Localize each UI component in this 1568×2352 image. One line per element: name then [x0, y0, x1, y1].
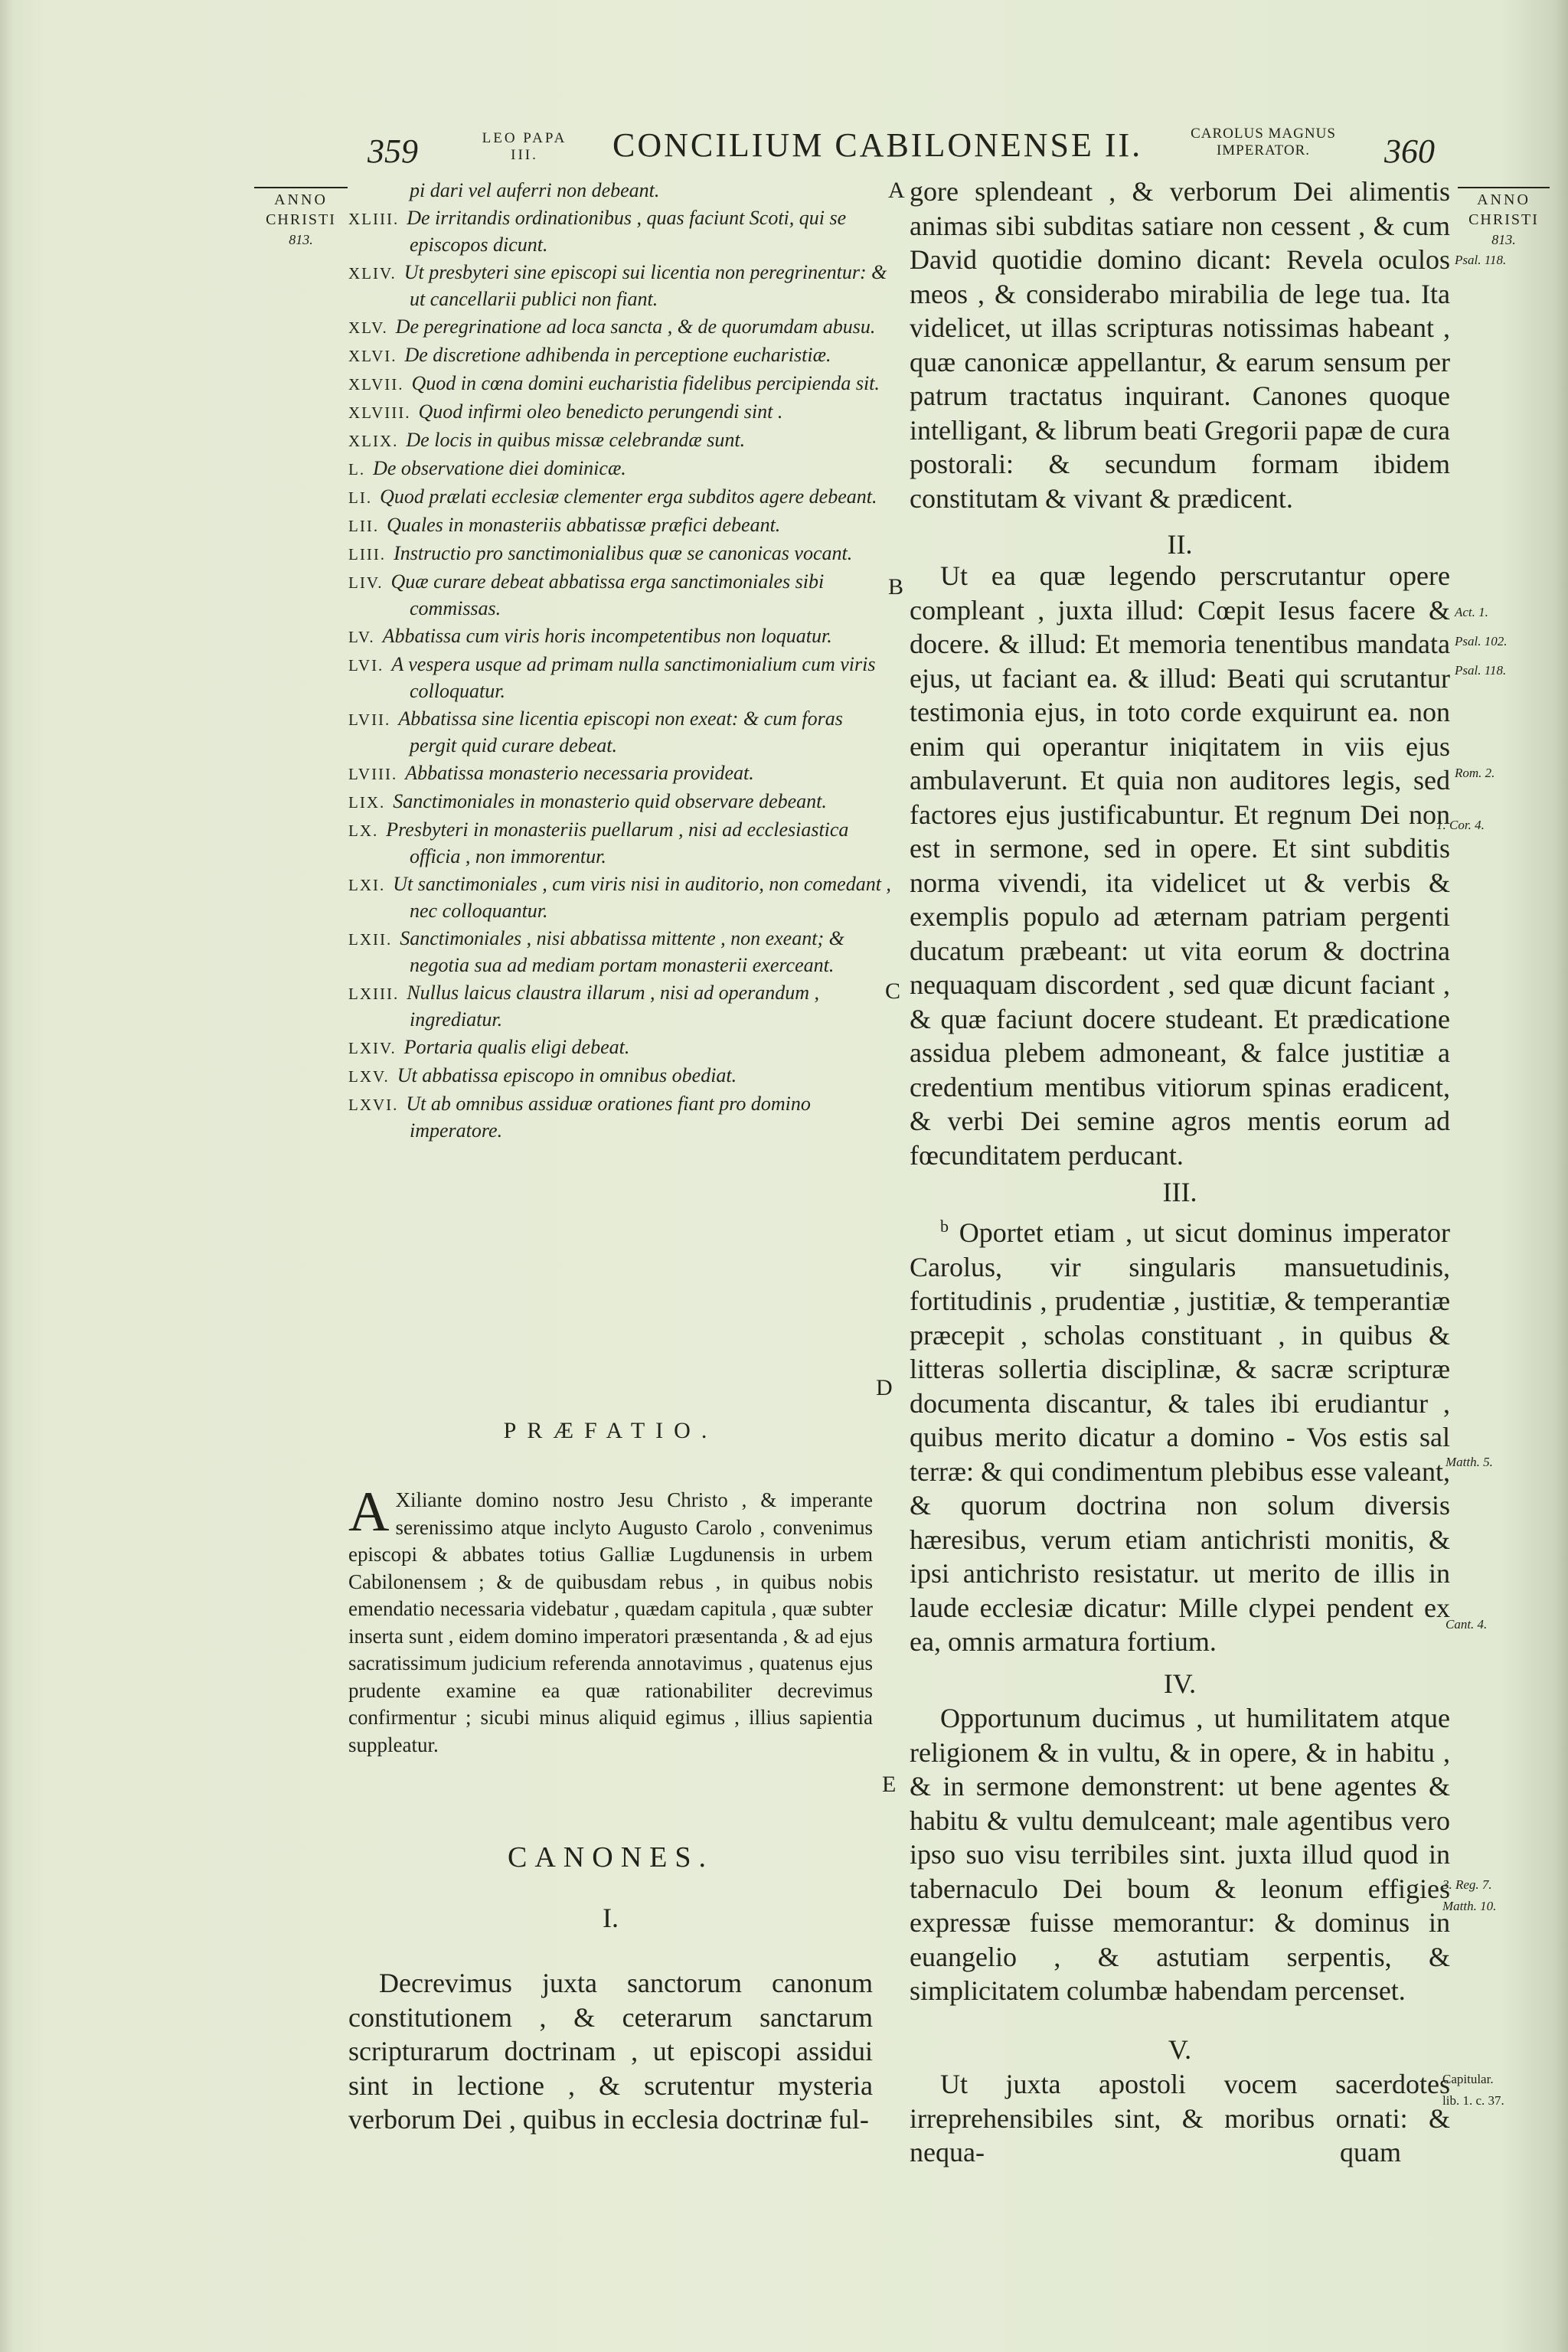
toc-entry: [348, 205, 892, 258]
toc-entry: [348, 1091, 892, 1144]
toc-entry-number: LX.: [348, 822, 379, 840]
header-leo-line1: LEO PAPA: [482, 130, 567, 146]
right-anno: ANNO: [1458, 187, 1550, 210]
toc-entry: [348, 1034, 892, 1061]
margin-note: Psal. 118.: [1455, 663, 1507, 678]
toc-entry-number: LII.: [348, 517, 380, 535]
canon-5-number: V.: [1168, 2034, 1192, 2065]
left-year: 813.: [289, 232, 313, 247]
margin-note: 3. Reg. 7.: [1442, 1877, 1492, 1892]
toc-entry-text: Quod in cœna domini eucharistia fidelibus percipienda sit.: [411, 372, 880, 394]
toc-entry-number: XLVII.: [348, 375, 404, 394]
toc-entry-text: De peregrinatione ad loca sancta , & de quorumdam abusu.: [395, 315, 876, 338]
toc-entry-text: Presbyteri in monasteriis puellarum , nisi ad ecclesiastica officia , non immorentur.: [386, 818, 849, 867]
toc-entry-text: De discretione adhibenda in perceptione eucharistiæ.: [404, 344, 831, 366]
toc-entry-number: LXII.: [348, 930, 393, 949]
toc-entry-number: LXI.: [348, 876, 386, 894]
section-letter-b: B: [888, 574, 904, 599]
toc-entry-text: Ut ab omnibus assiduæ orationes fiant pro domino imperatore.: [406, 1093, 811, 1142]
toc-entry: [348, 371, 892, 397]
toc-entry-number: LIII.: [348, 545, 387, 564]
toc-entry: [348, 871, 892, 924]
page-number-left: 359: [368, 132, 418, 170]
toc-entry-text: Ut abbatissa episcopo in omnibus obediat.: [397, 1064, 737, 1086]
margin-note: 1. Cor. 4.: [1436, 818, 1485, 832]
margin-note: Psal. 102.: [1455, 634, 1508, 648]
canon-1-continuation: [910, 175, 1450, 515]
toc-entry: [348, 260, 892, 312]
canon-5-text: Ut juxta apostoli vocem sacerdotes irreprehensibiles sint, & moribus ornati: & nequa-: [910, 2069, 1450, 2167]
canon-3-text: Oportet etiam , ut sicut dominus imperator Carolus, vir singularis mansuetudinis, fortitudinis , prudentiæ , justitiæ, & temperantiæ præcepit , scholas constituant , in quibus & litteras sollertia disciplinæ, & sacræ scripturæ documenta discantur, & tales ibi erudiantur , quibus merito dicatur a domino - Vos estis sal terræ: & qui condimentum plebibus esse valeant, & quorum doctrina non solum diversis hæresibus, verum etiam antichristi monitis, & ipsi antichristo resistatur. ut merito de illis in laude ecclesiæ dicatur: Mille clypei pendent ex ea, omnis armatura fortium.: [910, 1217, 1450, 1657]
rc-p1: gore splendeant , & verborum Dei alimentis animas sibi subditas satiare non cessent , & cum David quotidie domino dicant: Revela oculos meos , & considerabo mirabilia de lege tua. Ita videlicet, ut illas scripturas notissimas habeant , quæ canonicæ appellantur, & earum sensum per patrum tractatus inquirant. Canones quoque intelligant, & librum beati Gregorii papæ de cura postorali: & secundum formam ibidem constitutam & vivant & prædicent.: [910, 176, 1450, 514]
toc-entry-number: LVI.: [348, 656, 384, 675]
toc-entry-text: Abbatissa sine licentia episcopi non exeat: & cum foras pergit quid curare debeat.: [398, 707, 843, 756]
toc-entry-number: LXIII.: [348, 985, 400, 1003]
toc-entry-text: Instructio pro sanctimonialibus quæ se canonicas vocant.: [394, 542, 853, 564]
canon-4-number: IV.: [1163, 1668, 1197, 1699]
canon-1-number: I.: [603, 1903, 619, 1933]
canon-4-text: Opportunum ducimus , ut humilitatem atque religionem & in vultu, & in opere, & in habitu , & in sermone demonstrent: ut bene agentes & habitu & vultu demulceant; male agentibus vero ipso suo visu terribiles sint. juxta illud quod in tabernaculo Dei boum & leonum effigies expressæ fuisse memorantur: & dominus in euangelio , & astutiam serpentis, & simplicitatem columbæ habendam percenset.: [910, 1703, 1450, 2006]
header-carolus-line2: IMPERATOR.: [1216, 142, 1311, 158]
margin-note: Matth. 5.: [1446, 1455, 1493, 1469]
toc-entry: [348, 817, 892, 870]
praefatio-heading: PRÆFATIO.: [503, 1418, 718, 1443]
toc-entry: [348, 427, 892, 454]
section-letter-d: D: [876, 1375, 893, 1400]
toc-entry: [348, 314, 892, 341]
toc-entry: [348, 456, 892, 482]
margin-note: Capitular.: [1442, 2072, 1494, 2086]
margin-note: lib. 1. c. 37.: [1442, 2093, 1504, 2108]
canones-heading: CANONES.: [508, 1841, 714, 1873]
toc-entry-number: LXIV.: [348, 1039, 397, 1057]
toc-entry: [348, 399, 892, 426]
toc-entry-text: De locis in quibus missæ celebrandæ sunt.: [406, 429, 746, 451]
toc-entry-number: LIV.: [348, 573, 384, 592]
section-letter-a: A: [888, 178, 905, 203]
toc-entry-number: XLVI.: [348, 347, 397, 365]
toc-entry-text: Quæ curare debeat abbatissa erga sanctimoniales sibi commissas.: [390, 570, 825, 619]
toc-entry-text: Sanctimoniales in monasterio quid observare debeant.: [393, 790, 827, 812]
canon-2-number: II.: [1167, 529, 1193, 560]
header-leo-line2: III.: [511, 147, 538, 163]
toc-entry-number: LVIII.: [348, 765, 398, 783]
section-letter-c: C: [885, 978, 901, 1004]
praefatio-text: Xiliante domino nostro Jesu Christo , & imperante serenissimo atque inclyto Augusto Carolo , convenimus episcopi & abbates totius Galliæ Lugdunensis in urbem Cabilonensem ; & de quibusdam rebus , in quibus nobis emendatio necessaria videbatur , quædam capitula , quæ subter inserta sunt , eidem domino imperatori præsentanda , & ad ejus sacratissimum judicium referenda annotavimus , quatenus ejus prudente examine ea quæ rationabiliter decrevimus confirmentur ; sicubi minus aliquid egimus , illius sapientia suppleatur.: [348, 1488, 873, 1756]
toc-entry: [348, 980, 892, 1033]
canon-2-text: Ut ea quæ legendo perscrutantur opere compleant , juxta illud: Cœpit Iesus facere & docere. & illud: Et memoria tenentibus mandata ejus, ut faciant ea. & illud: Beati qui scrutantur testimonia ejus, in toto corde exquirunt ea. non enim qui operantur iniqitatem in viis ejus ambulaverunt. Et quia non auditores legis, sed factores ejus justificabuntur. Et regnum Dei non est in sermone, sed in opere. Et sint subditis norma vivendi, ita videlicet ut & verbis & exemplis populo ad æternam patriam pergenti ducatum præbeant: ut vita eorum & doctrina nequaquam discordent , sed quæ dicunt faciant , & quæ faciunt docere studeant. Et prædicatione assidua plebem admoneant, & falce justitiæ a credentium mentibus vitiorum spinas eradicent, & verbi Dei semine agros mentis eorum ad fœcunditatem perducant.: [910, 560, 1450, 1171]
toc-entry-text: A vespera usque ad primam nulla sanctimonialium cum viris colloquatur.: [391, 653, 876, 702]
toc-list: [348, 178, 892, 1145]
toc-entry-number: LVII.: [348, 710, 391, 729]
left-christi: CHRISTI: [266, 211, 336, 228]
toc-entry: [348, 706, 892, 759]
section-letter-e: E: [882, 1772, 897, 1797]
canon-3-footnote-mark: b: [940, 1217, 949, 1236]
toc-entry: [348, 760, 892, 787]
toc-entry: [348, 789, 892, 815]
toc-entry: [348, 342, 892, 369]
header-carolus: [1171, 126, 1355, 159]
toc-entry-number: XLV.: [348, 318, 388, 337]
toc-entry-number: LXVI.: [348, 1096, 399, 1114]
toc-entry-number: XLIII.: [348, 210, 400, 228]
canon-3-number: III.: [1162, 1177, 1197, 1207]
toc-entry-text: Nullus laicus claustra illarum , nisi ad operandum , ingrediatur.: [407, 982, 820, 1031]
praefatio-paragraph: [348, 1481, 873, 1759]
left-anno: ANNO: [254, 187, 348, 210]
toc-entry-number: XLVIII.: [348, 403, 411, 422]
toc-entry-text: De observatione diei dominicæ.: [373, 457, 626, 479]
toc-entry-text: Ut sanctimoniales , cum viris nisi in auditorio, non comedant , nec colloquantur.: [393, 873, 891, 922]
margin-note: Matth. 10.: [1442, 1899, 1497, 1913]
toc-entry-text: Portaria qualis eligi debeat.: [403, 1036, 630, 1058]
right-margin-year: [1458, 187, 1550, 250]
right-christi: CHRISTI: [1468, 211, 1539, 228]
toc-entry: [348, 484, 892, 511]
toc-entry-text: pi dari vel auferri non debeant.: [410, 179, 660, 201]
toc-entry-number: LIX.: [348, 793, 386, 812]
praefatio-initial: A: [348, 1481, 390, 1544]
toc-entry-number: L.: [348, 460, 366, 479]
toc-entry-text: Ut presbyteri sine episcopi sui licentia non peregrinentur: & ut cancellarii publici non fiant.: [403, 261, 887, 310]
toc-entry: [348, 623, 892, 650]
toc-entry: [348, 1063, 892, 1089]
toc-entry-number: LXV.: [348, 1067, 390, 1086]
left-margin-year: [254, 187, 348, 250]
toc-entry-text: Abbatissa cum viris horis incompetentibus non loquatur.: [382, 625, 832, 647]
toc-entry-number: XLIV.: [348, 264, 397, 283]
margin-note: Act. 1.: [1455, 605, 1488, 619]
toc-entry-text: De irritandis ordinationibus , quas faciunt Scoti, qui se episcopos dicunt.: [407, 207, 847, 256]
margin-note: Rom. 2.: [1455, 766, 1495, 780]
toc-entry: [348, 178, 892, 204]
toc-entry: [348, 512, 892, 539]
header-leo-papa: [459, 130, 590, 164]
toc-entry-number: LI.: [348, 488, 373, 507]
page-number-right: 360: [1384, 132, 1435, 170]
toc-entry-text: Quales in monasteriis abbatissæ præfici debeant.: [387, 514, 781, 536]
canon-3-paragraph: [910, 1210, 1450, 1659]
toc-entry-text: Quod prælati ecclesiæ clementer erga subditos agere debeant.: [380, 485, 877, 508]
toc-entry: [348, 652, 892, 704]
catchword: quam: [1340, 2137, 1401, 2167]
toc-entry-text: Sanctimoniales , nisi abbatissa mittente , non exeant; & negotia sua ad mediam portam monasterii exerceant.: [400, 927, 844, 976]
margin-note: Psal. 118.: [1455, 253, 1507, 267]
margin-note: Cant. 4.: [1446, 1617, 1488, 1632]
header-carolus-line1: CAROLUS MAGNUS: [1191, 126, 1336, 142]
toc-entry-number: XLIX.: [348, 432, 399, 450]
toc-entry: [348, 569, 892, 622]
page-title: CONCILIUM CABILONENSE II.: [612, 126, 1143, 164]
right-year: 813.: [1491, 232, 1516, 247]
toc-entry: [348, 541, 892, 567]
toc-entry-number: LV.: [348, 628, 375, 646]
toc-entry-text: Abbatissa monasterio necessaria provideat.: [405, 762, 754, 784]
canon-1-text: Decrevimus juxta sanctorum canonum constitutionem , & ceterarum sanctarum scripturarum doctrinam , ut episcopi assidui sint in lectione , & scrutentur mysteria verborum Dei , quibus in ecclesia doctrinæ ful-: [348, 1968, 873, 2135]
toc-entry-text: Quod infirmi oleo benedicto perungendi sint .: [418, 400, 783, 423]
toc-entry: [348, 926, 892, 978]
